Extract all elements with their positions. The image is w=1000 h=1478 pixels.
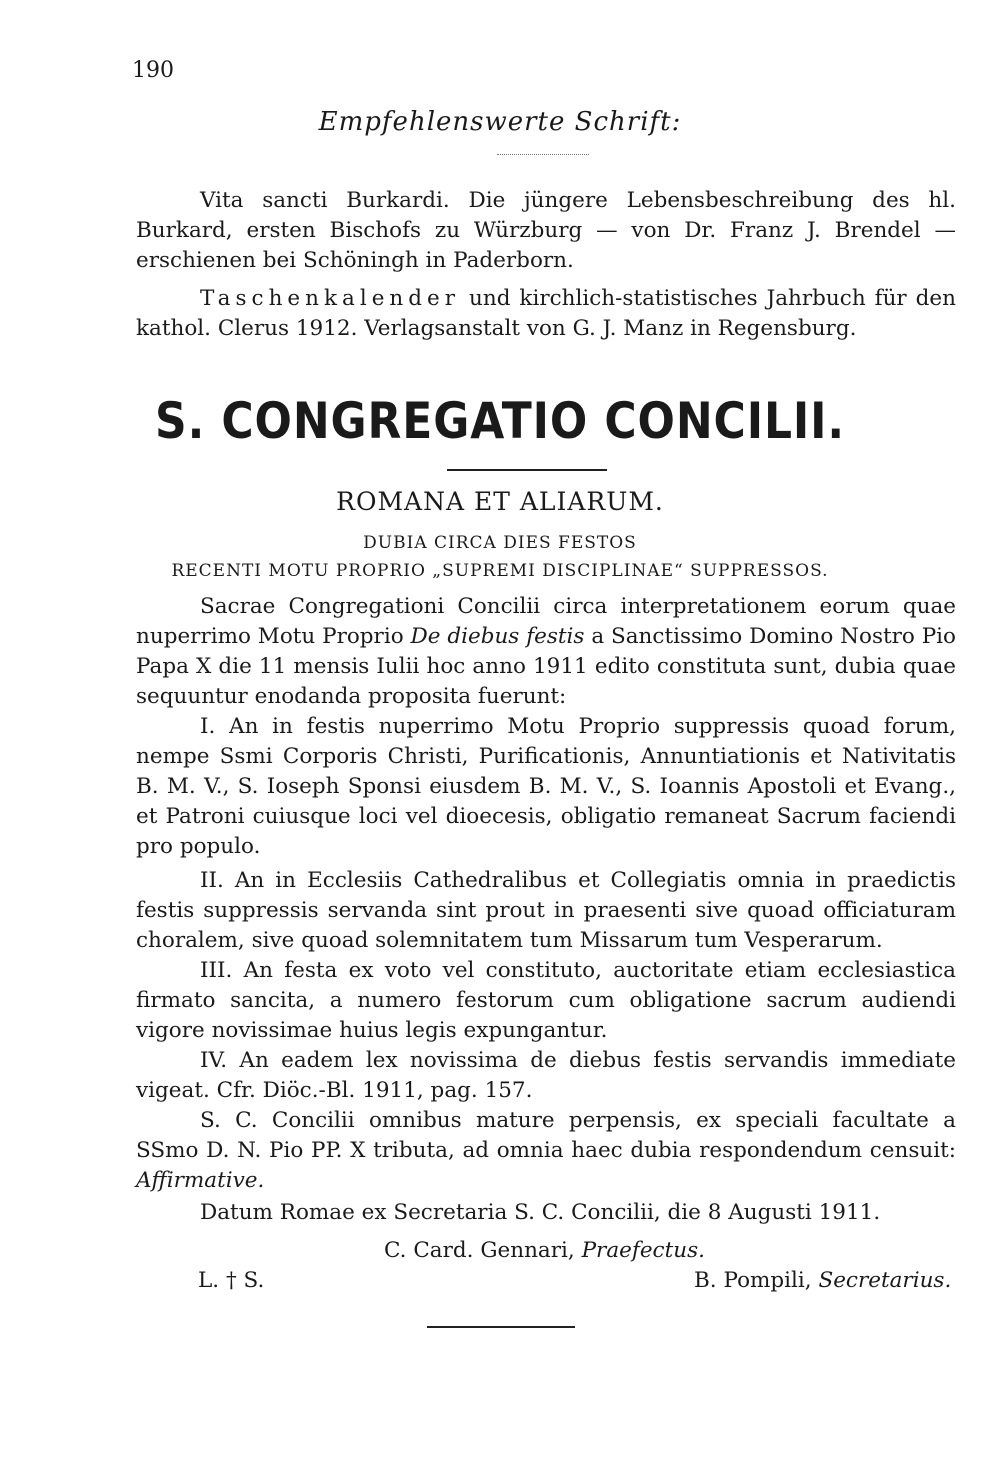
secretary-name: B. Pompili, <box>694 1268 819 1293</box>
section-heading: Empfehlenswerte Schrift: <box>318 107 682 137</box>
response-italic: Affirmative. <box>136 1168 265 1193</box>
recommendation-1-title: Vita sancti Burkardi. <box>200 188 450 213</box>
main-title: S. CONGREGATIO CONCILII. <box>155 392 845 450</box>
secretary-signature <box>694 1268 951 1293</box>
secretary-title: Secretarius. <box>818 1268 952 1293</box>
dubia-line-1: DUBIA CIRCA DIES FESTOS <box>363 533 637 553</box>
question-3: III. An festa ex voto vel constituto, auctoritate etiam ecclesiastica firmato sancita, a numero festorum cum obligatione sacrum audiendi vigore novissimae huius legis expungantur. <box>136 958 956 1043</box>
intro-text-after: a Sanctissimo Domino Nostro Pio Papa X die 11 mensis Iulii hoc anno 1911 edito constituta sunt, dubia quae sequuntur enodanda proposita fuerunt: <box>136 624 956 709</box>
response-paragraph <box>136 1106 956 1196</box>
recommendation-2-text: und kirchlich-statistisches Jahrbuch für den kathol. Clerus 1912. Verlagsanstalt von G. J. Manz in Regensburg. <box>136 286 956 341</box>
prefect-name: C. Card. Gennari, <box>384 1238 582 1263</box>
subtitle: ROMANA ET ALIARUM. <box>336 487 664 516</box>
recommendation-2-title: Taschenkalender <box>200 286 461 311</box>
datum-line: Datum Romae ex Secretaria S. C. Concilii, die 8 Augusti 1911. <box>200 1200 881 1225</box>
intro-text-before: Sacrae Congregationi Concilii circa interpretationem eorum quae nuperrimo Motu Proprio <box>136 594 956 649</box>
recommendation-1 <box>136 186 956 276</box>
intro-paragraph <box>136 592 956 712</box>
question-4: IV. An eadem lex novissima de diebus festis servandis immediate vigeat. Cfr. Diöc.-Bl. 1911, pag. 157. <box>136 1048 956 1103</box>
response-text: S. C. Concilii omnibus mature perpensis, ex speciali facultate a SSmo D. N. Pio PP. X tributa, ad omnia haec dubia respondendum censuit: <box>136 1108 956 1163</box>
intro-italic: De diebus festis <box>410 624 585 649</box>
recommendation-1-text: Die jüngere Lebensbeschreibung des hl. Burkard, ersten Bischofs zu Würzburg — von Dr. Franz J. Brendel — erschienen bei Schöningh in Paderborn. <box>136 188 956 273</box>
question-1: I. An in festis nuperrimo Motu Proprio suppressis quoad forum, nempe Ssmi Corporis Christi, Purificationis, Annuntiationis et Nativitatis B. M. V., S. Ioseph Sponsi eiusdem B. M. V., S. Ioannis Apostoli et Evang., et Patroni cuiusque loci vel dioecesis, obligatio remaneat Sacrum faciendi pro populo. <box>136 714 956 859</box>
question-2: II. An in Ecclesiis Cathedralibus et Collegiatis omnia in praedictis festis suppressis servanda sint prout in praesenti sive quoad officiaturam choralem, sive quoad solemnitatem tum Missarum tum Vesperarum. <box>136 868 956 953</box>
closing-rule <box>427 1326 575 1328</box>
recommendation-2 <box>136 284 956 344</box>
ornament-divider <box>497 154 589 155</box>
dubia-line-2: RECENTI MOTU PROPRIO „SUPREMI DISCIPLINAE“ SUPPRESSOS. <box>171 561 829 581</box>
seal-mark: L. † S. <box>198 1268 265 1293</box>
page-number: 190 <box>132 58 174 83</box>
prefect-title: Praefectus. <box>581 1238 705 1263</box>
prefect-signature <box>384 1238 705 1263</box>
title-rule <box>447 469 607 471</box>
